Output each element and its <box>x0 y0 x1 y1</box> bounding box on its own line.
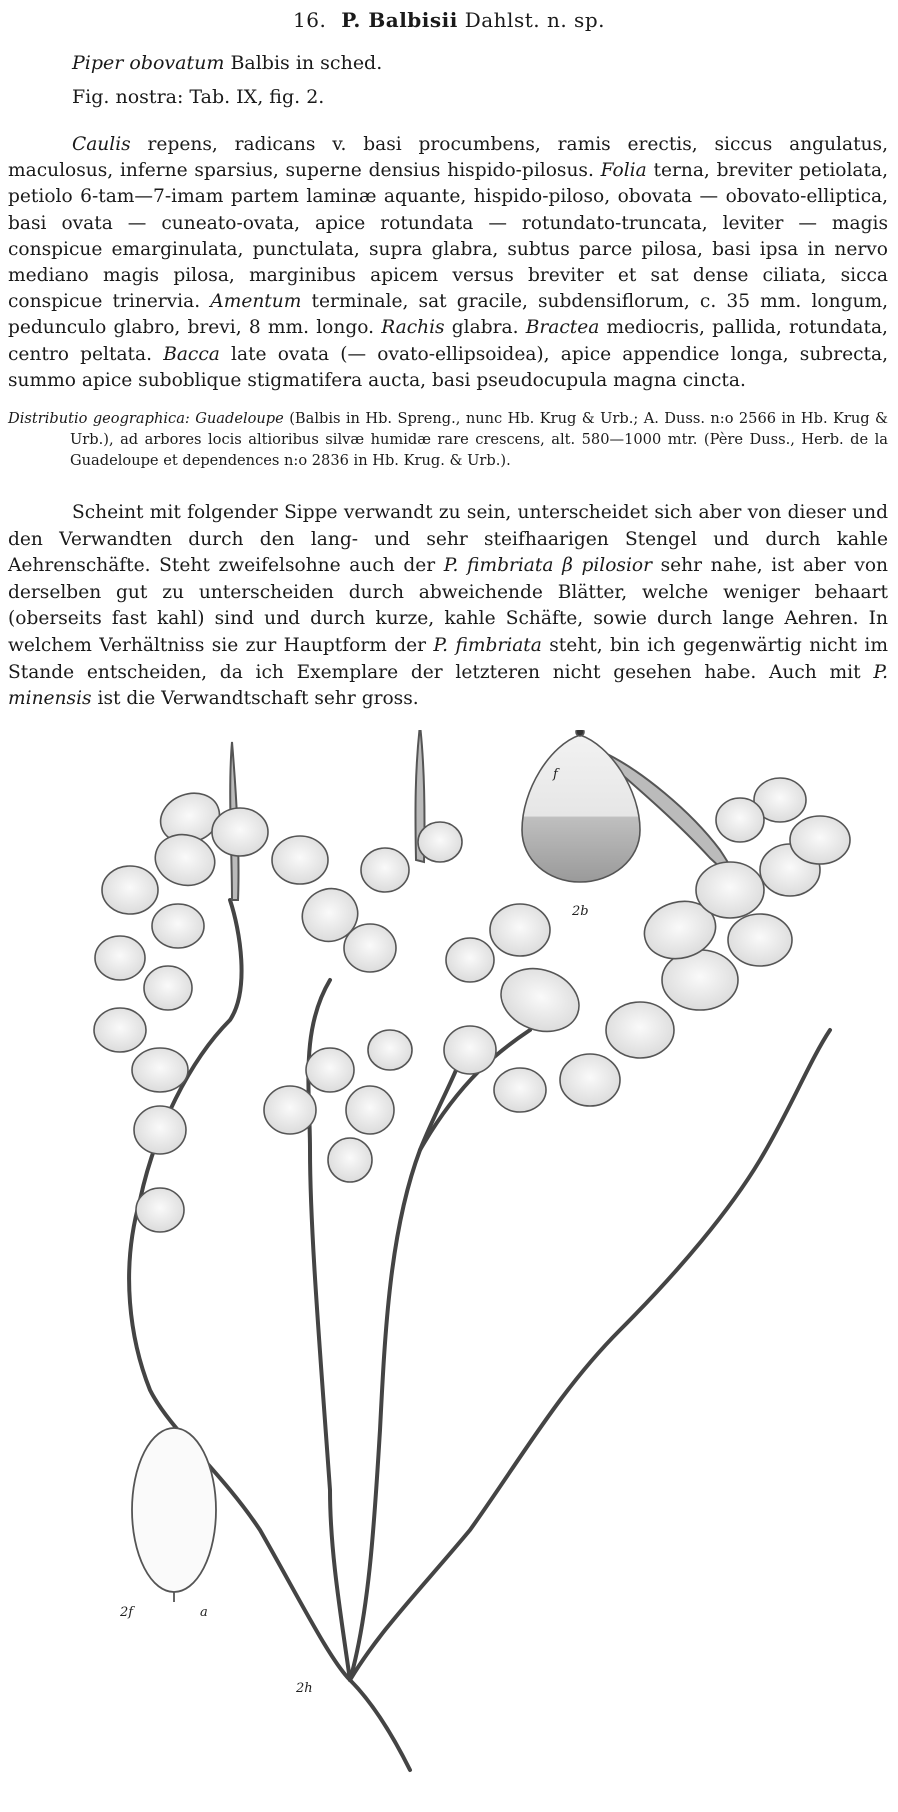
folia-term: Folia <box>600 160 647 182</box>
bacca-term: Bacca <box>163 343 220 365</box>
species-number: 16. <box>293 8 327 32</box>
figure-label-bract: 2f <box>120 1605 134 1620</box>
synonym-name: Piper obovatum <box>72 52 225 74</box>
distribution-text: (Balbis in Hb. Spreng., nunc Hb. Krug & Urb.; A. Duss. n:o 2566 in Hb. Krug & Urb.), ad arbores locis altioribus silvæ humidæ rare crescens, alt. 580—1000 mtr. (Père Duss., Herb. de la Guadeloupe et dependences n:o 2836 in Hb. Krug. & Urb.). <box>70 410 889 469</box>
remarks-part-2: sehr nahe, ist aber von derselben gut zu unterscheiden durch abweichende Blätter, welche weniger behaart (oberseits fast kahl) sind und durch kurze, kahle Schäfte, sowie durch lange Aehren. In welchem Verhältniss sie zur Hauptform der <box>8 555 888 656</box>
berry-detail <box>522 730 640 882</box>
distribution-region: Guadeloupe <box>195 410 284 427</box>
remarks-part-3: steht, bin ich gegenwärtig nicht im Stande entscheiden, da ich Exemplare der letzteren nicht gesehen habe. Auch mit <box>8 634 888 683</box>
leaves <box>94 778 850 1232</box>
remarks-part-1: Scheint mit folgender Sippe verwandt zu sein, unterscheidet sich aber von dieser und den Verwandten durch den lang- und sehr steifhaarigen Stengel und durch kahle Aehrenschäfte. Steht zweifelsohne auch der <box>8 502 888 577</box>
figure-label-habit: 2h <box>296 1681 313 1696</box>
german-remarks <box>8 500 888 713</box>
remarks-part-4: ist die Verwandtschaft sehr gross. <box>97 688 419 710</box>
figure-label-bract-mark: a <box>200 1605 208 1620</box>
botanical-plate <box>0 730 898 1812</box>
bract-detail <box>132 1428 216 1602</box>
species-name: P. Balbisii <box>341 8 458 32</box>
figure-reference: Fig. nostra: Tab. IX, fig. 2. <box>72 86 325 108</box>
rachis-text: glabra. <box>451 317 519 339</box>
caulis-text: repens, radicans v. basi procumbens, ramis erectis, siccus angulatus, maculosus, inferne sparsius, superne densius hispido-pilosus. <box>8 134 888 182</box>
folia-text: terna, breviter petiolata, petiolo 6-tam—7-imam partem laminæ aquante, hispido-piloso, obovata — obovato-elliptica, basi ovata — cuneato-ovata, apice rotundata — rotundato-truncata, leviter — magis conspicue emarginulata, punctulata, supra glabra, subtus parce pilosa, basi ipsa in nervo mediano magis pilosa, marginibus apicem versus breviter et sat dense ciliata, sicca conspicue trinervia. <box>8 160 888 313</box>
remarks-ref-3: P. minensis <box>8 661 888 710</box>
amentum-text: terminale, sat gracile, subdensiflorum, c. 35 mm. longum, pedunculo glabro, brevi, 8 mm. longo. <box>8 291 888 339</box>
bacca-text: late ovata (— ovato-ellipsoidea), apice appendice longa, subrecta, summo apice suboblique stigmatifera aucta, basi pseudocupula magna cincta. <box>8 343 888 391</box>
bractea-term: Bractea <box>525 317 600 339</box>
species-author: Dahlst. n. sp. <box>464 8 605 32</box>
caulis-term: Caulis <box>72 134 131 155</box>
figure-label-berry: 2b <box>572 904 589 919</box>
synonym-line <box>72 52 382 74</box>
figure-label-berry-mark: f <box>553 767 558 782</box>
distribution <box>8 408 888 471</box>
amentum-term: Amentum <box>210 291 302 313</box>
remarks-ref-2: P. fimbriata <box>433 634 542 656</box>
rachis-term: Rachis <box>381 317 445 339</box>
synonym-source: Balbis in sched. <box>230 52 383 74</box>
latin-description <box>8 132 888 394</box>
species-heading <box>0 8 898 32</box>
bractea-text: mediocris, pallida, rotundata, centro peltata. <box>8 317 888 365</box>
distribution-label: Distributio geographica: <box>8 410 190 427</box>
remarks-ref-1: P. fimbriata β pilosior <box>443 555 653 577</box>
